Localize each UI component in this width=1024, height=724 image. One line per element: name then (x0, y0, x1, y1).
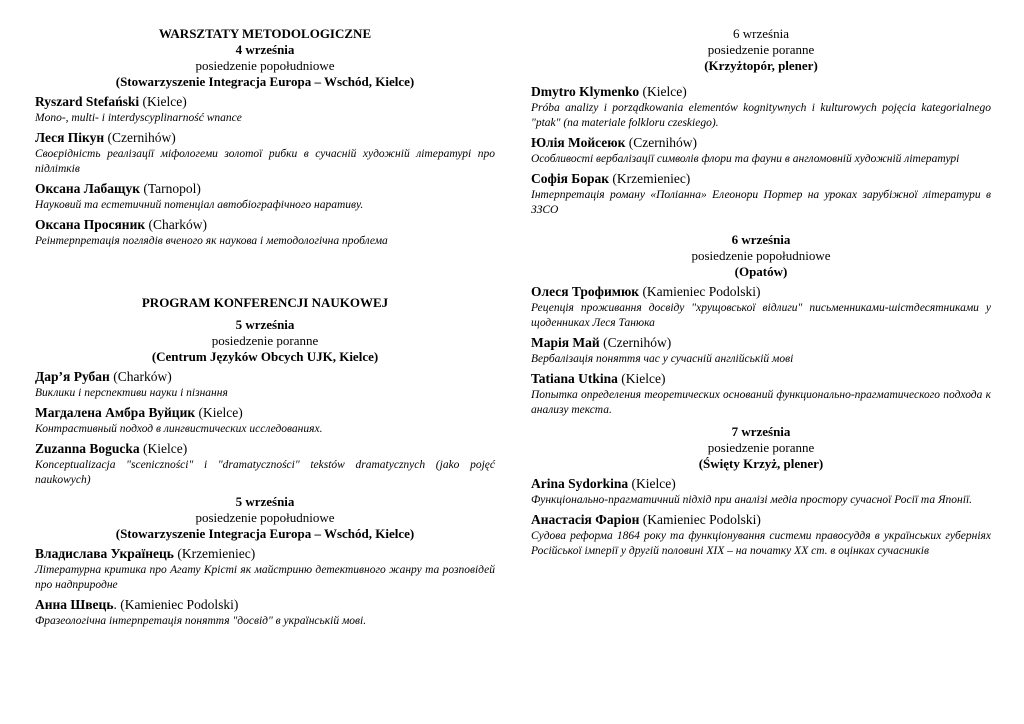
talk-title: Рецепція проживання досвіду "хрущовської відлиги" письменниками-шістдесятниками у щоденниках Леся Танюка (531, 302, 991, 329)
list-item (35, 596, 495, 629)
talk-title: Виклики і перспективи науки і пізнання (35, 387, 228, 399)
speaker-city: (Kielce) (639, 84, 687, 99)
speaker-name: Анна Швець (35, 597, 114, 612)
speaker-name: Zuzanna Bogucka (35, 441, 140, 456)
speaker-city: (Czernihów) (599, 335, 672, 350)
session-7-morning-header (531, 424, 991, 472)
list-item (35, 545, 495, 593)
list-item (35, 440, 495, 488)
speaker (35, 180, 495, 198)
speaker-city: (Charków) (109, 369, 172, 384)
workshops-title: WARSZTATY METODOLOGICZNE (158, 26, 372, 41)
list-item (531, 170, 991, 218)
speaker (35, 129, 495, 147)
speaker (35, 404, 495, 422)
speaker (531, 170, 991, 188)
session-place: (Święty Krzyż, plener) (698, 456, 824, 471)
right-column (531, 26, 991, 559)
speaker-name: Леся Пікун (35, 130, 105, 145)
session-place: (Centrum Języków Obcych UJK, Kielce) (151, 349, 379, 364)
program-title: PROGRAM KONFERENCJI NAUKOWEJ (141, 295, 389, 310)
list-item (531, 334, 991, 367)
session-place: (Stowarzyszenie Integracja Europa – Wschód, Kielce) (115, 526, 415, 541)
speaker-name: Arina Sydorkina (531, 476, 629, 491)
workshops-date: 4 września (235, 42, 295, 57)
speaker-name: Дар’я Рубан (35, 369, 110, 384)
speaker-name: Ryszard Stefański (35, 94, 140, 109)
talk-title: Вербалізація поняття час у сучасній англійській мові (531, 353, 794, 365)
talk-title: Своєрідність реалізації міфологеми золотої рибки в сучасній художній літературі про підлітків (35, 148, 495, 175)
session-6-morning-header (531, 26, 991, 74)
speaker-city: (Tarnopol) (140, 181, 201, 196)
speaker-name: Магдалена Амбра Вуйцик (35, 405, 196, 420)
talk-title: Інтерпретація роману «Поліанна» Елеонори Портер на уроках зарубіжної літератури в ЗЗСО (531, 189, 991, 216)
session-type: posiedzenie popołudniowe (195, 510, 335, 525)
speaker (531, 370, 991, 388)
session-type: posiedzenie popołudniowe (691, 248, 831, 263)
speaker (531, 83, 991, 101)
talk-title: Реінтерпретація поглядів вченого як наукова і методологічна проблема (35, 235, 388, 247)
list-item (531, 370, 991, 418)
talk-title: Функціонально-прагматичний підхід при аналізі медіа простору сучасної Росії та Японії. (531, 494, 973, 506)
speaker-name: Владислава Українець (35, 546, 174, 561)
speaker-name: Оксана Лабащук (35, 181, 140, 196)
left-column (35, 26, 495, 629)
speaker (531, 283, 991, 301)
speaker-city: (Kielce) (139, 94, 187, 109)
list-item (35, 404, 495, 437)
session-place: (Opatów) (734, 264, 788, 279)
list-item (531, 475, 991, 508)
speaker-name: Марія Май (531, 335, 600, 350)
speaker (531, 475, 991, 493)
speaker (531, 511, 991, 529)
session-5-afternoon-header (35, 494, 495, 542)
list-item (35, 93, 495, 126)
session-type: posiedzenie poranne (211, 333, 319, 348)
talk-title: Фразеологічна інтерпретація поняття "досвід" в українській мові. (35, 615, 367, 627)
speaker-city: (Kamieniec Podolski) (639, 512, 761, 527)
speaker-name: Олеся Трофимюк (531, 284, 640, 299)
list-item (35, 129, 495, 177)
session-date: 5 września (235, 317, 295, 332)
talk-title: Попытка определения теоретических оснований функционально-прагматического подхода к анализу текста. (531, 389, 991, 416)
speaker (35, 216, 495, 234)
list-item (35, 368, 495, 401)
list-item (531, 134, 991, 167)
speaker-city: (Kamieniec Podolski) (639, 284, 761, 299)
session-6-afternoon-header (531, 232, 991, 280)
speaker (35, 368, 495, 386)
talk-title: Próba analizy i porządkowania elementów kognitywnych i kulturowych pojęcia kategorialnego "ptak" (na materiale folkloru czeskiego). (531, 102, 991, 129)
speaker-name: Софія Борак (531, 171, 609, 186)
speaker-name: Dmytro Klymenko (531, 84, 640, 99)
workshops-session: posiedzenie popołudniowe (195, 58, 335, 73)
talk-title: Контрастивный подход в лингвистических исследованиях. (35, 423, 323, 435)
talk-title: Науковий та естетичний потенціал автобіографічного наративу. (35, 199, 364, 211)
speaker (35, 545, 495, 563)
speaker-name: Оксана Просяник (35, 217, 146, 232)
speaker-city: . (Kamieniec Podolski) (113, 597, 239, 612)
session-date: 7 września (731, 424, 791, 439)
speaker-name: Анастасія Фаріон (531, 512, 640, 527)
workshops-place: (Stowarzyszenie Integracja Europa – Wschód, Kielce) (115, 74, 415, 89)
session-type: posiedzenie poranne (707, 440, 815, 455)
session-date: 6 września (731, 232, 791, 247)
session-date: 5 września (235, 494, 295, 509)
list-item (531, 83, 991, 131)
speaker-city: (Kielce) (195, 405, 243, 420)
speaker (531, 334, 991, 352)
talk-title: Особливості вербалізації символів флори та фауни в англомовній художній літературі (531, 153, 960, 165)
speaker-city: (Czernihów) (625, 135, 697, 150)
list-item (531, 511, 991, 559)
session-place: (Krzyżtopór, plener) (704, 58, 818, 73)
speaker-city: (Kielce) (139, 441, 188, 456)
list-item (35, 216, 495, 249)
talk-title: Літературна критика про Агату Крісті як майстриню детективного жанру та розповідей про надприродне (35, 564, 495, 591)
workshops-header (35, 26, 495, 90)
session-5-morning-header (35, 317, 495, 365)
speaker (531, 134, 991, 152)
speaker-city: (Krzemieniec) (608, 171, 691, 186)
talk-title: Судова реформа 1864 року та функціонування системи правосуддя в українських губерніях Російської імперії у другій половині XIX – на початку XX ст. в оцінках сучасників (531, 530, 991, 557)
speaker-city: (Kielce) (617, 371, 666, 386)
speaker-city: (Kielce) (628, 476, 676, 491)
speaker-city: (Czernihów) (104, 130, 176, 145)
program-header (35, 295, 495, 311)
speaker (35, 93, 495, 111)
talk-title: Konceptualizacja "sceniczności" i "dramatyczności" tekstów dramatycznych (jako pojęć naukowych) (35, 459, 495, 486)
session-type: posiedzenie poranne (707, 42, 815, 57)
session-date: 6 września (733, 26, 789, 41)
talk-title: Mono-, multi- i interdyscyplinarność wnance (35, 112, 242, 124)
speaker-name: Юлія Мойсеюк (531, 135, 626, 150)
speaker-city: (Krzemieniec) (173, 546, 256, 561)
list-item (35, 180, 495, 213)
speaker (35, 596, 495, 614)
speaker-name: Tatiana Utkina (531, 371, 618, 386)
speaker-city: (Charków) (145, 217, 208, 232)
speaker (35, 440, 495, 458)
list-item (531, 283, 991, 331)
